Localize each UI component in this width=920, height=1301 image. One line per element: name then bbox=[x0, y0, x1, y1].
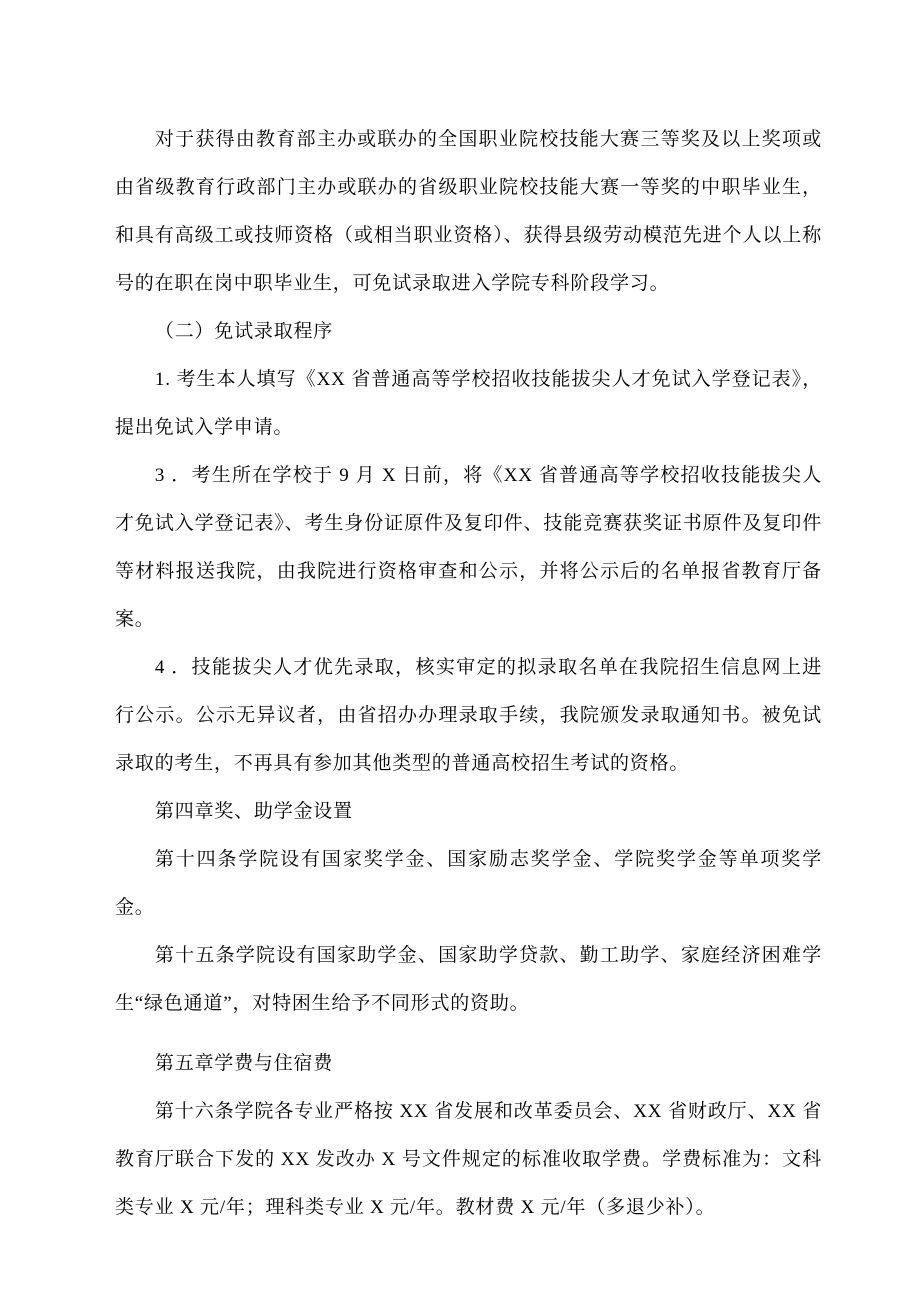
paragraph: （二）免试录取程序 bbox=[154, 321, 334, 342]
paragraph: 第十六条学院各专业严格按 XX 省发展和改革委员会、XX 省财政厅、XX 省教育厅联合下发的 XX 发改办 X 号文件规定的标准收取学费。学费标准为：文科类专业 X 元/年；理科类专业 X 元/年。教材费 X 元/年（多退少补）。 bbox=[115, 1101, 822, 1218]
paragraph: 对于获得由教育部主办或联办的全国职业院校技能大赛三等奖及以上奖项或由省级教育行政部门主办或联办的省级职业院校技能大赛一等奖的中职毕业生，和具有高级工或技师资格（或相当职业资格）、获得县级劳动模范先进个人以上称号的在职在岗中职毕业生，可免试录取进入学院专科阶段学习。 bbox=[115, 129, 822, 294]
paragraph: 第四章奖、助学金设置 bbox=[154, 801, 353, 822]
paragraph: 第十五条学院设有国家助学金、国家助学贷款、勤工助学、家庭经济困难学生“绿色通道”，对特困生给予不同形式的资助。 bbox=[115, 945, 822, 1014]
paragraph: 第五章学费与住宿费 bbox=[154, 1053, 334, 1074]
paragraph: 3 ．考生所在学校于 9 月 X 日前，将《XX 省普通高等学校招收技能拔尖人才免试入学登记表》、考生身份证原件及复印件、技能竞赛获奖证书原件及复印件等材料报送我院，由我院进行资格审查和公示，并将公示后的名单报省教育厅备案。 bbox=[115, 465, 822, 630]
paragraph: 4 ．技能拔尖人才优先录取，核实审定的拟录取名单在我院招生信息网上进行公示。公示无异议者，由省招办办理录取手续，我院颁发录取通知书。被免试录取的考生，不再具有参加其他类型的普通高校招生考试的资格。 bbox=[115, 657, 822, 774]
document-content bbox=[115, 116, 822, 1232]
paragraph: 1. 考生本人填写《XX 省普通高等学校招收技能拔尖人才免试入学登记表》，提出免试入学申请。 bbox=[115, 369, 822, 438]
paragraph: 第十四条学院设有国家奖学金、国家励志奖学金、学院奖学金等单项奖学金。 bbox=[115, 849, 822, 918]
